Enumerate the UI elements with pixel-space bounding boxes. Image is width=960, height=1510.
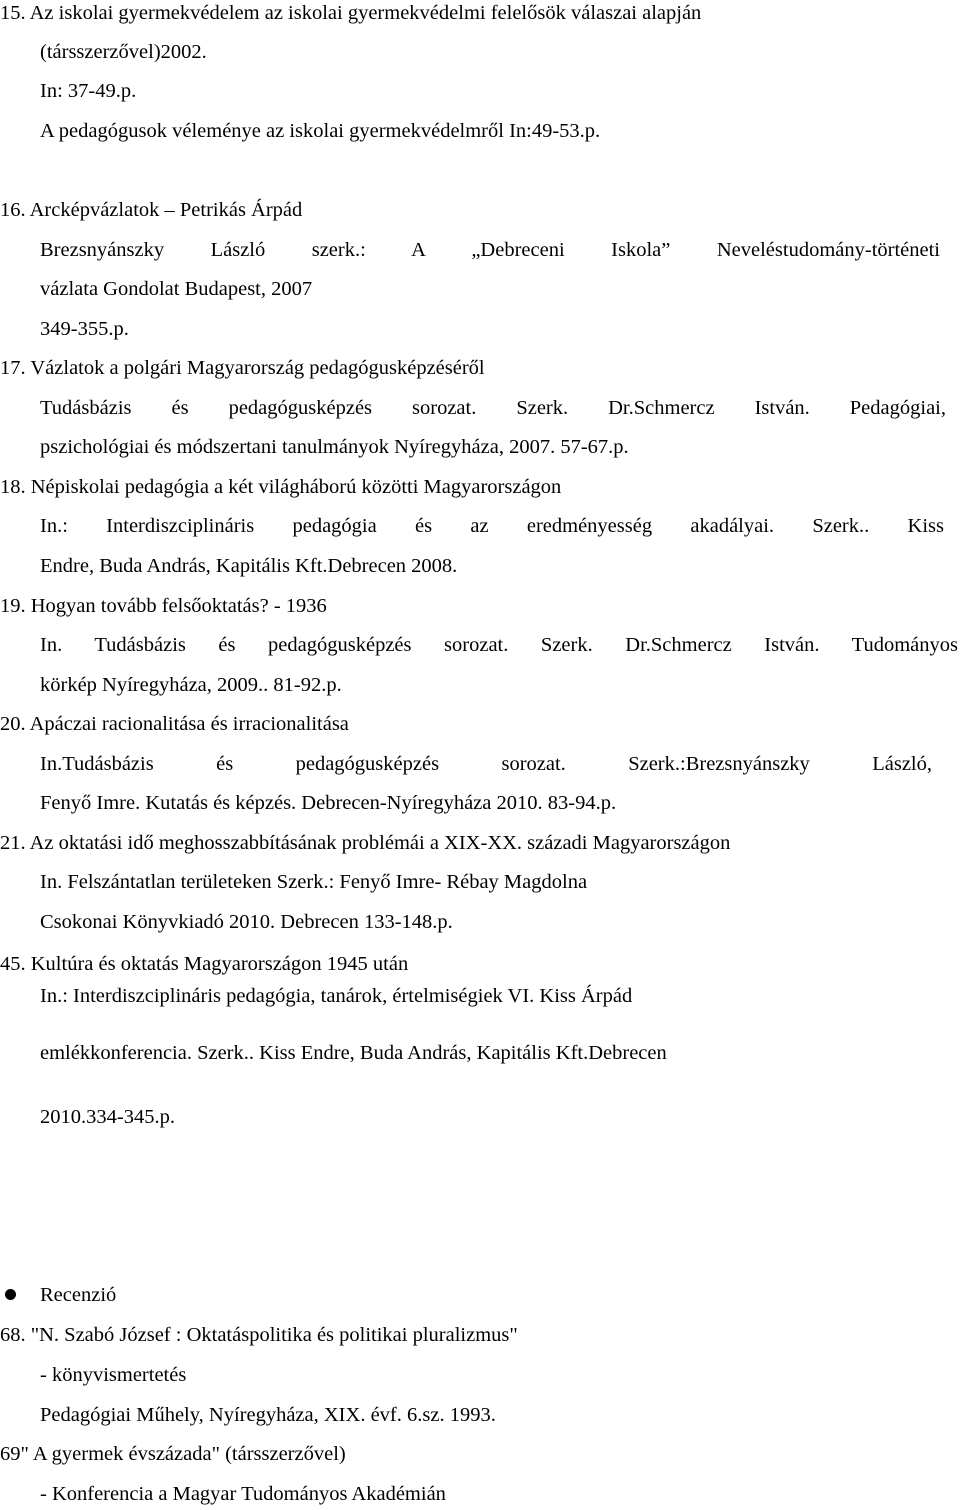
item-69-title: 69" A gyermek évszázada" (társszerzővel) <box>0 1443 346 1465</box>
section-heading-review: Recenzió <box>40 1284 117 1306</box>
item-45-pages: 2010.334-345.p. <box>40 1106 175 1128</box>
item-16-publisher: vázlata Gondolat Budapest, 2007 <box>40 278 313 300</box>
item-16-source: Brezsnyánszky László szerk.: A „Debreceni Iskola” Neveléstudomány-történeti <box>40 239 940 261</box>
item-45-title: 45. Kultúra és oktatás Magyarországon 1945 után <box>0 953 409 975</box>
item-21-publisher: Csokonai Könyvkiadó 2010. Debrecen 133-148.p. <box>40 911 453 933</box>
item-15-subtitle: A pedagógusok véleménye az iskolai gyermekvédelmről In:49-53.p. <box>40 120 601 142</box>
item-16-pages: 349-355.p. <box>40 318 129 340</box>
item-18-source: In.: Interdiszciplináris pedagógia és az eredményesség akadályai. Szerk.. Kiss <box>40 515 944 537</box>
item-69-type: - Konferencia a Magyar Tudományos Akadémián <box>40 1483 446 1505</box>
item-16-title: 16. Arcképvázlatok – Petrikás Árpád <box>0 199 303 221</box>
item-15-pages: In: 37-49.p. <box>40 80 137 102</box>
item-68-title: 68. "N. Szabó József : Oktatáspolitika és politikai pluralizmus" <box>0 1324 518 1346</box>
item-21-title: 21. Az oktatási idő meghosszabbításának problémái a XIX-XX. századi Magyarországon <box>0 832 731 854</box>
item-21-source: In. Felszántatlan területeken Szerk.: Fenyő Imre- Rébay Magdolna <box>40 871 588 893</box>
item-45-conference: emlékkonferencia. Szerk.. Kiss Endre, Buda András, Kapitális Kft.Debrecen <box>40 1042 667 1064</box>
item-20-source: In.Tudásbázis és pedagógusképzés sorozat. Szerk.:Brezsnyánszky László, <box>40 753 932 775</box>
item-18-title: 18. Népiskolai pedagógia a két világháború közötti Magyarországon <box>0 476 562 498</box>
item-20-publisher: Fenyő Imre. Kutatás és képzés. Debrecen-Nyíregyháza 2010. 83-94.p. <box>40 792 617 814</box>
item-20-title: 20. Apáczai racionalitása és irracionalitása <box>0 713 349 735</box>
item-19-source: In. Tudásbázis és pedagógusképzés sorozat. Szerk. Dr.Schmercz István. Tudományos <box>40 634 958 656</box>
item-68-type: - könyvismertetés <box>40 1364 187 1386</box>
item-17-title: 17. Vázlatok a polgári Magyarország pedagógusképzéséről <box>0 357 485 379</box>
item-17-publisher: pszichológiai és módszertani tanulmányok Nyíregyháza, 2007. 57-67.p. <box>40 436 629 458</box>
item-15-coauthor: (társszerzővel)2002. <box>40 41 207 63</box>
item-19-title: 19. Hogyan tovább felsőoktatás? - 1936 <box>0 595 327 617</box>
item-18-publisher: Endre, Buda András, Kapitális Kft.Debrecen 2008. <box>40 555 458 577</box>
item-19-publisher: körkép Nyíregyháza, 2009.. 81-92.p. <box>40 674 342 696</box>
item-17-source: Tudásbázis és pedagógusképzés sorozat. Szerk. Dr.Schmercz István. Pedagógiai, <box>40 397 946 419</box>
item-45-source: In.: Interdiszciplináris pedagógia, tanárok, értelmiségiek VI. Kiss Árpád <box>40 985 633 1007</box>
item-15-title: 15. Az iskolai gyermekvédelem az iskolai gyermekvédelmi felelősök válaszai alapján <box>0 2 702 24</box>
bullet-icon <box>5 1289 16 1300</box>
item-68-source: Pedagógiai Műhely, Nyíregyháza, XIX. évf. 6.sz. 1993. <box>40 1404 496 1426</box>
